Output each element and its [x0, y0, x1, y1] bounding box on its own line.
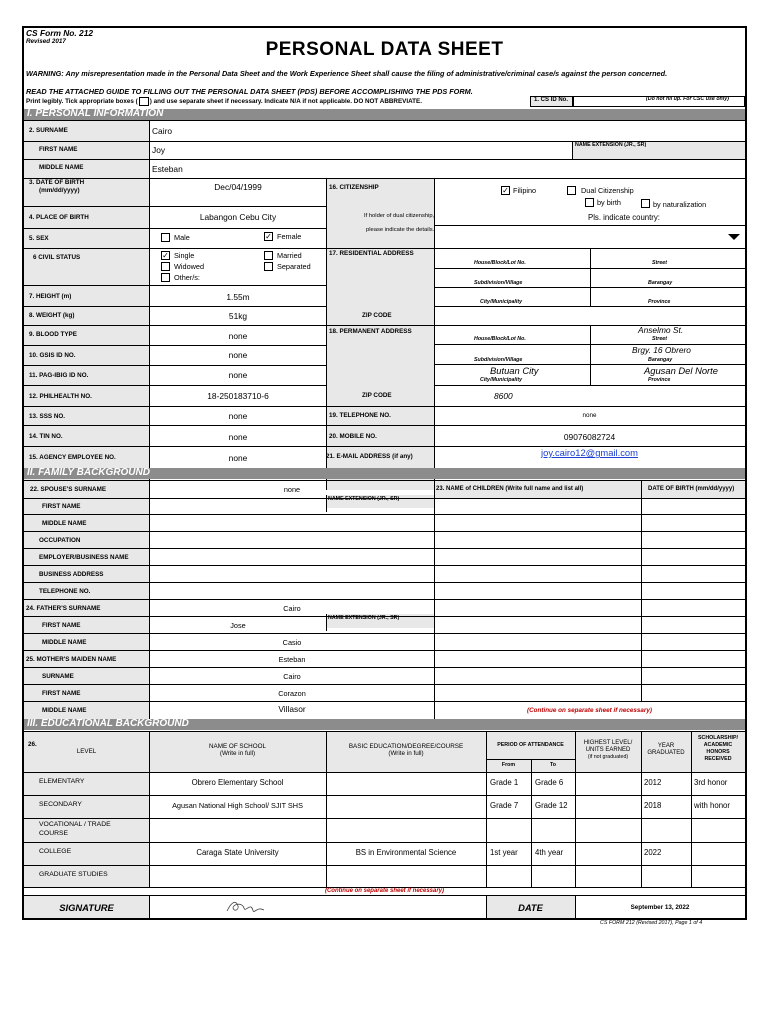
father-middle-value[interactable]: Casio — [282, 638, 302, 647]
surname-value[interactable]: Cairo — [152, 126, 173, 136]
civil-separated-label: Separated — [277, 262, 311, 271]
res-subdivision-label: Subdivision/Village — [474, 280, 523, 286]
dual-citizenship-checkbox[interactable] — [567, 186, 576, 195]
mobile-label: 20. MOBILE NO. — [329, 433, 377, 440]
signature-date-value[interactable]: September 13, 2022 — [630, 904, 690, 911]
child-dob-label: DATE OF BIRTH (mm/dd/yyyy) — [648, 486, 735, 492]
table-row-honors[interactable]: with honor — [694, 801, 730, 810]
father-surname-value[interactable]: Cairo — [283, 604, 301, 613]
print-text-b: ) and use separate sheet if necessary. Indicate N/A if not applicable. DO NOT ABBREVIATE. — [149, 98, 422, 106]
pob-label: 4. PLACE OF BIRTH — [29, 214, 89, 221]
agency-value[interactable]: none — [228, 453, 248, 463]
perm-zipcode-label: ZIP CODE — [362, 392, 392, 399]
telephone-value[interactable]: none — [582, 412, 597, 419]
signature-label: SIGNATURE — [59, 902, 114, 913]
section-personal-info — [24, 109, 745, 120]
first-name-label: FIRST NAME — [39, 146, 78, 153]
table-row-level: ELEMENTARY — [39, 778, 85, 785]
section-educational-background — [24, 719, 745, 730]
edu-received-header: RECEIVED — [704, 756, 732, 762]
citizenship-label: 16. CITIZENSHIP — [329, 184, 379, 191]
philhealth-value[interactable]: 18-250183710-6 — [207, 391, 269, 401]
telephone-label: 19. TELEPHONE NO. — [329, 412, 391, 419]
perm-street-label: Street — [652, 336, 668, 342]
height-value[interactable]: 1.55m — [226, 292, 250, 302]
business-address-label: BUSINESS ADDRESS — [39, 571, 104, 578]
cs-id-label: 1. CS ID No. — [534, 97, 569, 103]
edu-year-header: YEAR — [657, 743, 675, 749]
res-zipcode-label: ZIP CODE — [362, 312, 392, 319]
agency-label: 15. AGENCY EMPLOYEE NO. — [29, 454, 116, 461]
table-row-year[interactable]: 2022 — [644, 848, 662, 857]
perm-subdivision-label: Subdivision/Village — [474, 357, 523, 363]
occupation-label: OCCUPATION — [39, 537, 81, 544]
blood-type-label: 9. BLOOD TYPE — [29, 331, 77, 338]
edu-course-subheader: (Write in full) — [388, 750, 424, 757]
spouse-surname-value[interactable]: none — [283, 485, 301, 494]
filipino-checkbox[interactable]: ✓ — [502, 186, 509, 195]
sss-label: 13. SSS NO. — [29, 413, 66, 420]
table-row-level: VOCATIONAL / TRADE COURSE — [39, 821, 111, 837]
edu-school-header: NAME OF SCHOOL — [208, 743, 267, 750]
mother-surname-label: SURNAME — [42, 673, 74, 680]
res-street-label: Street — [652, 260, 668, 266]
guide-text: READ THE ATTACHED GUIDE TO FILLING OUT THE PERSONAL DATA SHEET (PDS) BEFORE ACCOMPLISHING THE PDS FORM. — [26, 87, 473, 96]
civil-widowed-checkbox[interactable] — [161, 262, 170, 271]
indicate-country-label: Pls. indicate country: — [588, 213, 660, 222]
perm-province-value[interactable]: Agusan Del Norte — [644, 365, 718, 376]
perm-house-label: House/Block/Lot No. — [474, 336, 526, 342]
family-continue-note: (Continue on separate sheet if necessary) — [527, 707, 652, 714]
civil-separated-checkbox[interactable] — [264, 262, 273, 271]
table-row-school[interactable]: Agusan National High School/ SJIT SHS — [172, 801, 303, 810]
by-birth-label: by birth — [597, 198, 621, 207]
perm-city-label: City/Municipality — [480, 377, 523, 383]
residential-address-label: 17. RESIDENTIAL ADDRESS — [329, 250, 414, 257]
spouse-first-label: FIRST NAME — [42, 503, 81, 510]
dual-citizenship-label: Dual Citizenship — [581, 186, 634, 195]
philhealth-label: 12. PHILHEALTH NO. — [29, 393, 92, 400]
permanent-address-label: 18. PERMANENT ADDRESS — [329, 328, 412, 335]
civil-status-label: 6 CIVIL STATUS — [33, 254, 81, 261]
section-family-background — [24, 468, 745, 479]
pagibig-label: 11. PAG-IBIG ID NO. — [29, 372, 89, 379]
name-ext-label: NAME EXTENSION (JR., SR) — [575, 142, 647, 148]
middle-name-value[interactable]: Esteban — [152, 164, 183, 174]
weight-label: 8. WEIGHT (kg) — [29, 312, 75, 319]
date-label: DATE — [518, 902, 543, 913]
gsis-value[interactable]: none — [228, 350, 248, 360]
edu-academic-header: ACADEMIC — [703, 742, 733, 748]
education-continue-note: (Continue on separate sheet if necessary) — [324, 888, 445, 894]
table-row-level: SECONDARY — [39, 801, 82, 808]
mother-maiden-label: 25. MOTHER'S MAIDEN NAME — [26, 656, 117, 663]
signature-drawing[interactable] — [224, 897, 270, 917]
surname-label: 2. SURNAME — [29, 127, 68, 134]
edu-highest-header: HIGHEST LEVEL/ — [583, 740, 633, 746]
civil-widowed-label: Widowed — [174, 262, 205, 271]
edu-honors-header: HONORS — [706, 749, 730, 755]
dual-details-line-1: If holder of dual citizenship, — [364, 213, 435, 219]
chevron-down-icon[interactable] — [728, 234, 740, 240]
table-row-school[interactable]: Caraga State University — [196, 848, 279, 857]
by-birth-checkbox[interactable] — [585, 198, 594, 207]
form-number: CS Form No. 212 — [26, 28, 94, 38]
res-barangay-label: Barangay — [648, 280, 673, 286]
edu-course-header: BASIC EDUCATION/DEGREE/COURSE — [348, 743, 464, 750]
mother-maiden-value[interactable]: Esteban — [278, 655, 306, 664]
sex-female-checkbox[interactable]: ✓ — [265, 232, 272, 241]
sex-male-label: Male — [174, 233, 190, 242]
table-row-school[interactable]: Obrero Elementary School — [191, 778, 284, 787]
civil-single-label: Single — [174, 251, 195, 260]
perm-province-label: Province — [648, 377, 671, 383]
res-province-label: Province — [648, 299, 671, 305]
mother-surname-value[interactable]: Cairo — [283, 672, 301, 681]
edu-from-header: From — [501, 762, 516, 768]
table-row-year[interactable]: 2018 — [644, 801, 662, 810]
table-row-course[interactable]: BS in Environmental Science — [355, 848, 457, 857]
children-label: 23. NAME of CHILDREN (Write full name and list all) — [436, 486, 584, 492]
print-text-a: Print legibly. Tick appropriate boxes ( — [26, 98, 138, 106]
by-naturalization-label: by naturalization — [653, 200, 707, 209]
edu-scholarship-header: SCHOLARSHIP/ — [697, 735, 739, 741]
blood-type-value[interactable]: none — [228, 331, 248, 341]
email-label: 21. E-MAIL ADDRESS (if any) — [326, 453, 413, 460]
mother-first-value[interactable]: Corazon — [278, 689, 306, 698]
dob-format-label: (mm/dd/yyyy) — [39, 187, 80, 194]
table-row-level: GRADUATE STUDIES — [39, 871, 108, 878]
perm-street-value[interactable]: Anselmo St. — [638, 325, 684, 335]
dob-label: 3. DATE OF BIRTH — [29, 179, 85, 186]
spouse-middle-label: MIDDLE NAME — [42, 520, 87, 527]
first-name-value[interactable]: Joy — [152, 145, 166, 155]
perm-barangay-value[interactable]: Brgy. 16 Obrero — [632, 345, 691, 355]
father-surname-label: 24. FATHER'S SURNAME — [26, 605, 101, 612]
father-first-value[interactable]: Jose — [230, 621, 246, 630]
sss-value[interactable]: none — [228, 411, 248, 421]
spouse-ext-label: NAME EXTENSION (JR., SR) — [328, 496, 400, 502]
civil-married-label: Married — [277, 251, 302, 260]
civil-married-checkbox[interactable] — [264, 251, 273, 260]
res-city-label: City/Municipality — [480, 299, 523, 305]
section-personal-info-title: I. PERSONAL INFORMATION — [27, 108, 164, 119]
edu-to-header: To — [549, 762, 557, 768]
mother-first-label: FIRST NAME — [42, 690, 81, 697]
sex-male-checkbox[interactable] — [161, 233, 170, 242]
edu-graduated-header: GRADUATED — [647, 750, 685, 756]
filipino-label: Filipino — [513, 186, 537, 195]
edu-number-label: 26. — [28, 741, 37, 748]
weight-value[interactable]: 51kg — [228, 311, 248, 321]
res-house-label: House/Block/Lot No. — [474, 260, 526, 266]
tick-sample-box — [139, 97, 149, 106]
height-label: 7. HEIGHT (m) — [29, 293, 72, 300]
mother-middle-label: MIDDLE NAME — [42, 707, 87, 714]
table-row-year[interactable]: 2012 — [644, 778, 662, 787]
pob-value[interactable]: Labangon Cebu City — [199, 212, 277, 222]
employer-label: EMPLOYER/BUSINESS NAME — [39, 554, 129, 561]
table-row-to[interactable]: 4th year — [535, 848, 564, 857]
pagibig-value[interactable]: none — [228, 370, 248, 380]
father-first-label: FIRST NAME — [42, 622, 81, 629]
country-select[interactable] — [434, 225, 745, 248]
pds-sheet — [22, 26, 747, 920]
civil-single-checkbox[interactable]: ✓ — [162, 251, 169, 260]
csc-use-only: (Do not fill up. For CSC use only) — [646, 96, 729, 102]
table-row-from[interactable]: Grade 7 — [490, 801, 519, 810]
sex-label: 5. SEX — [29, 235, 49, 242]
table-row-to[interactable]: Grade 12 — [535, 801, 568, 810]
dob-value[interactable]: Dec/04/1999 — [214, 182, 262, 192]
email-value[interactable]: joy.cairo12@gmail.com — [541, 447, 638, 458]
print-instructions — [26, 97, 422, 106]
dual-details-line-2: please indicate the details. — [366, 227, 435, 233]
edu-units-header: UNITS EARNED — [585, 747, 631, 753]
by-naturalization-checkbox[interactable] — [641, 199, 650, 208]
tin-label: 14. TIN NO. — [29, 433, 63, 440]
perm-zipcode-value[interactable]: 8600 — [494, 391, 513, 401]
page-title: PERSONAL DATA SHEET — [265, 39, 504, 60]
warning-text: WARNING: Any misrepresentation made in the Personal Data Sheet and the Work Experience Sheet shall cause the filing of administrative/criminal case/s against the person concerned. — [26, 69, 668, 78]
perm-barangay-label: Barangay — [648, 357, 673, 363]
table-row-from[interactable]: Grade 1 — [490, 778, 519, 787]
civil-others-label: Other/s: — [174, 273, 200, 282]
table-row-level: COLLEGE — [39, 848, 72, 855]
table-row-honors[interactable]: 3rd honor — [694, 778, 728, 787]
father-middle-label: MIDDLE NAME — [42, 639, 87, 646]
edu-period-header: PERIOD OF ATTENDANCE — [497, 742, 564, 748]
spouse-surname-label: 22. SPOUSE'S SURNAME — [30, 486, 107, 493]
section-family-title: II. FAMILY BACKGROUND — [27, 467, 150, 478]
table-row-to[interactable]: Grade 6 — [535, 778, 564, 787]
sex-female-label: Female — [277, 232, 302, 241]
form-revised: Revised 2017 — [26, 38, 66, 45]
table-row-from[interactable]: 1st year — [490, 848, 518, 857]
edu-not-graduated-header: (if not graduated) — [587, 754, 629, 760]
gsis-label: 10. GSIS ID NO. — [29, 352, 76, 359]
edu-school-subheader: (Write in full) — [219, 750, 256, 757]
section-education-title: III. EDUCATIONAL BACKGROUND — [27, 718, 189, 729]
middle-name-label: MIDDLE NAME — [39, 164, 84, 171]
page-footer: CS FORM 212 (Revised 2017), Page 1 of 4 — [600, 920, 703, 926]
spouse-telephone-label: TELEPHONE NO. — [39, 588, 91, 595]
mobile-value[interactable]: 09076082724 — [563, 432, 616, 442]
mother-middle-value[interactable]: Villasor — [278, 704, 306, 714]
father-ext-label: NAME EXTENSION (JR., SR) — [328, 615, 400, 621]
tin-value[interactable]: none — [228, 432, 248, 442]
civil-others-checkbox[interactable] — [161, 273, 170, 282]
edu-level-header: LEVEL — [76, 748, 97, 755]
perm-city-value[interactable]: Butuan City — [490, 365, 539, 376]
